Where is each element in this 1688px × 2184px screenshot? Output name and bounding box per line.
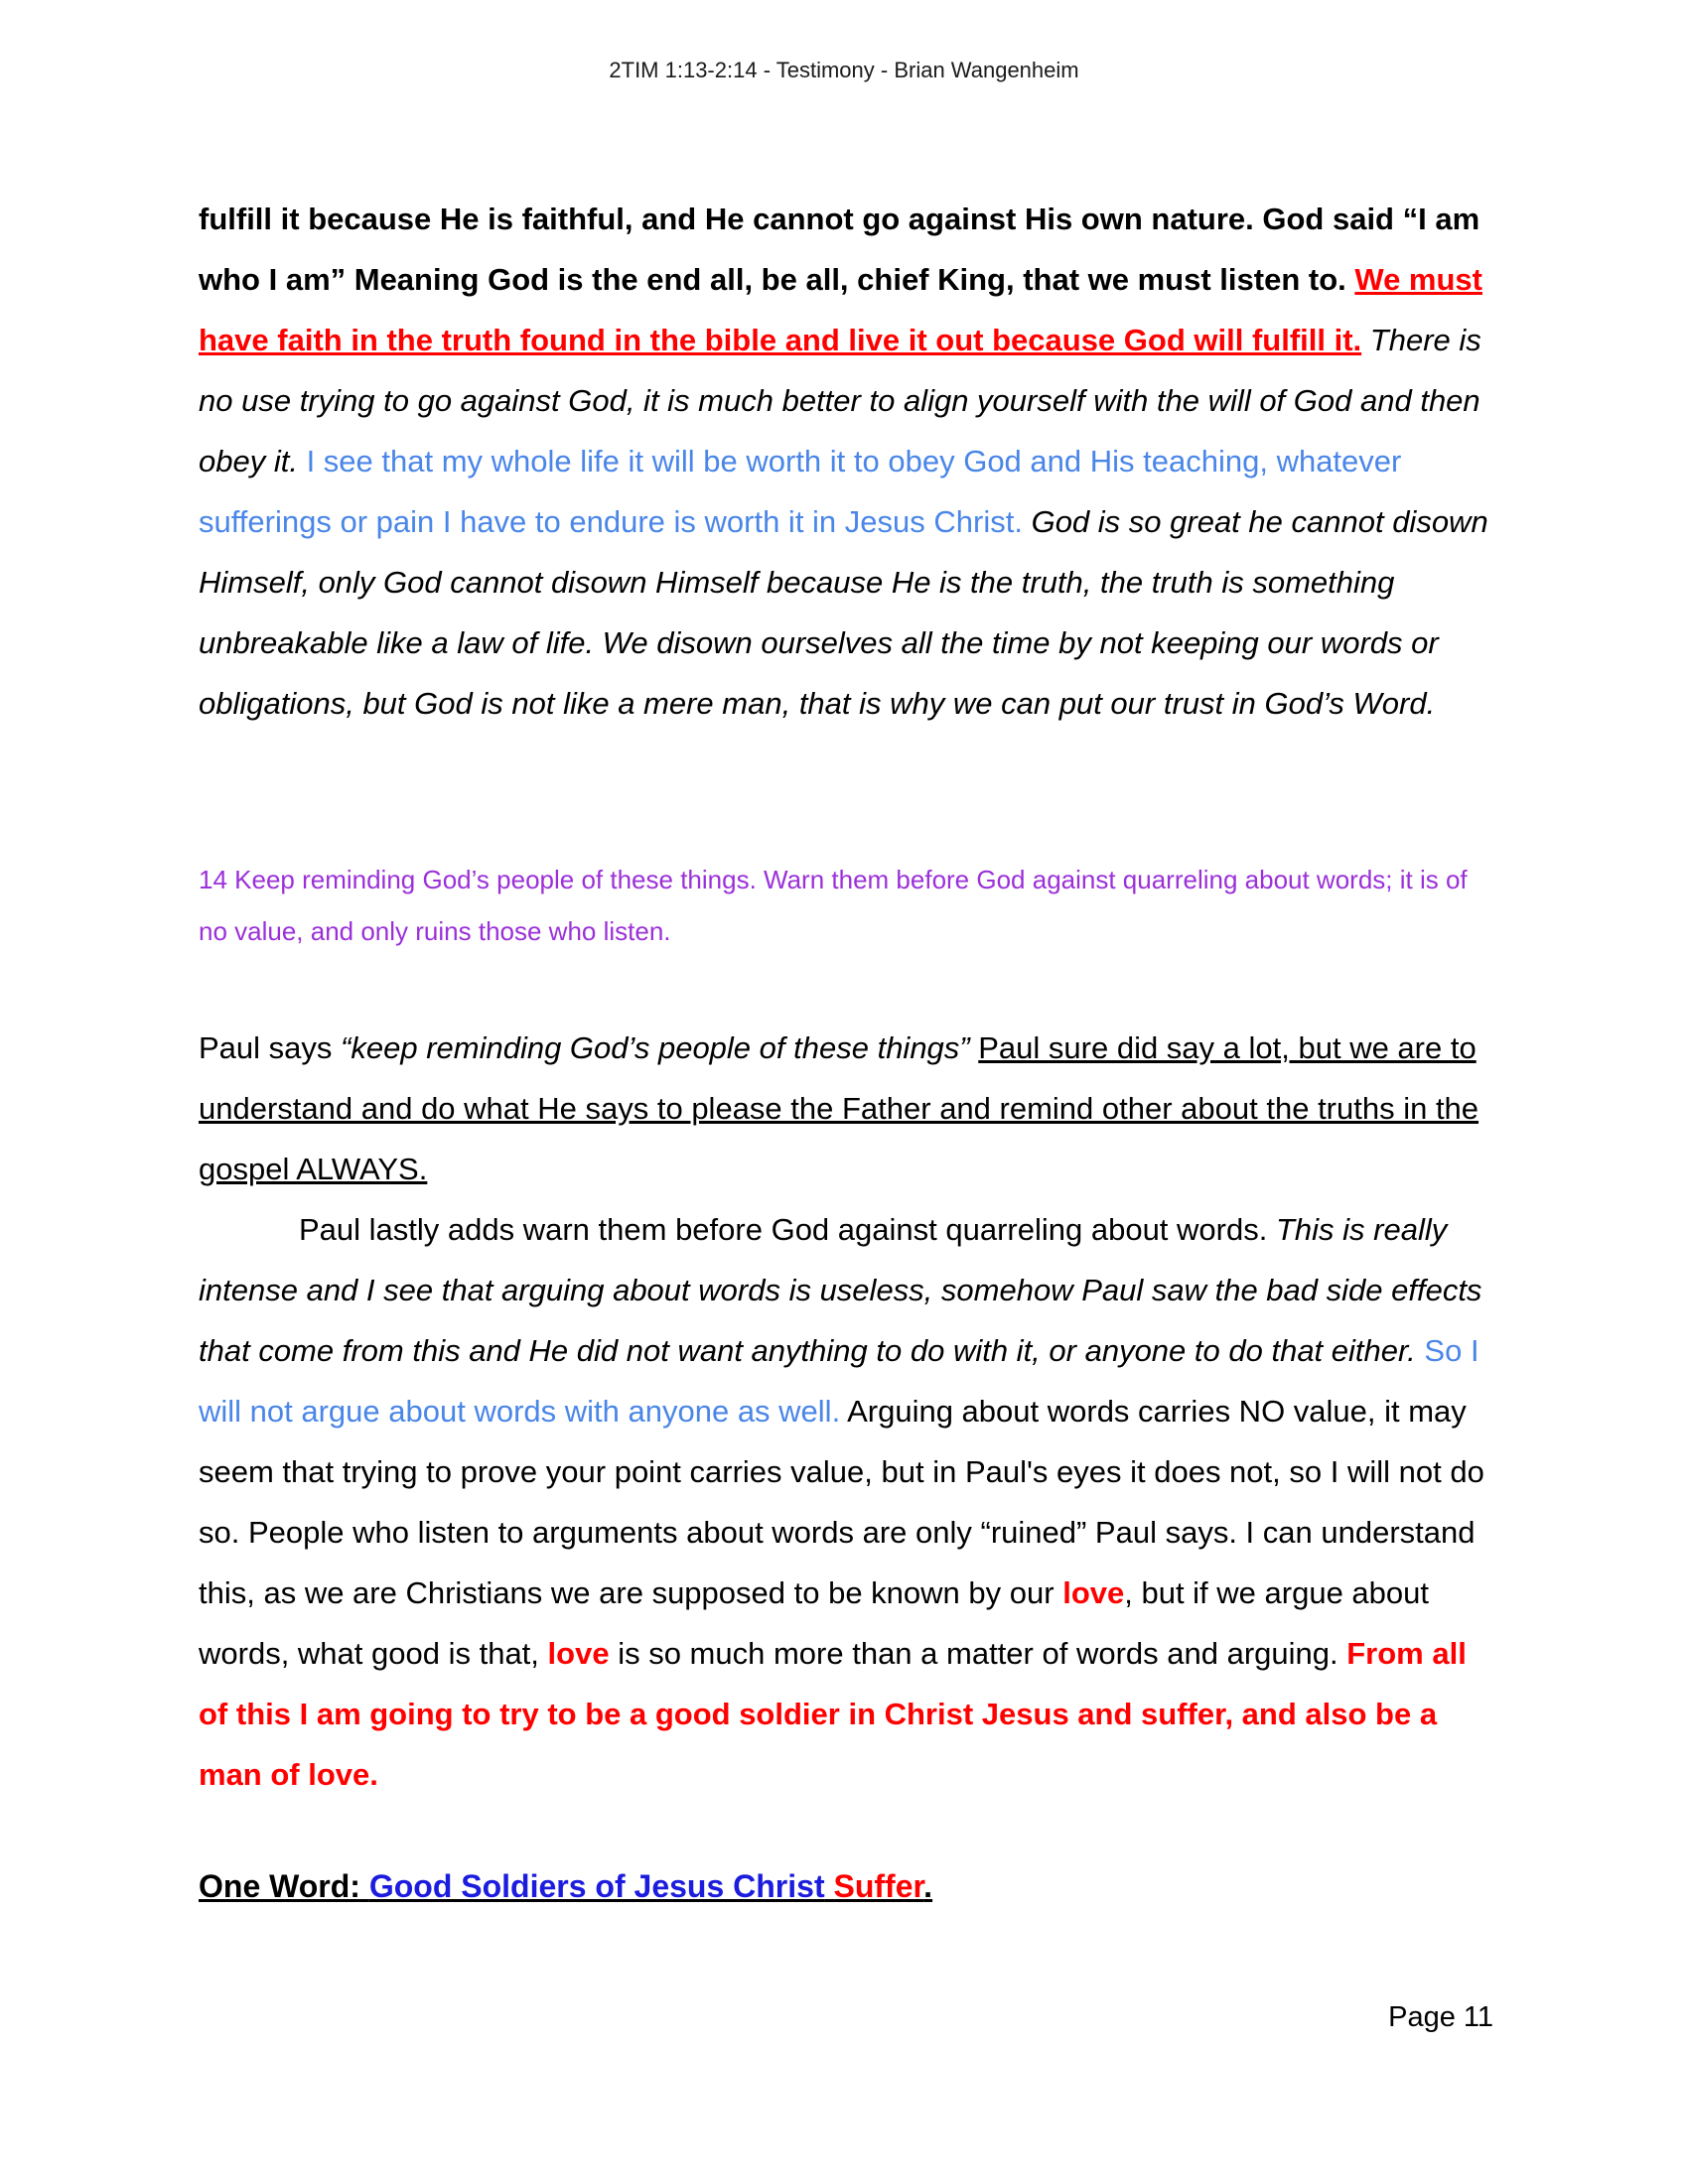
paragraph-reminding <box>199 1018 1499 1199</box>
one-word-summary <box>199 1856 932 1917</box>
italic-sentence: God is so great he cannot disown Himself, only God cannot disown Himself because He is the truth, the truth is something unbreakable like a law of life. We disown ourselves all the time by not keeping our words or obligations, but God is not like a mere man, that is why we can put our trust in God’s Word. <box>199 504 1488 721</box>
page-header: 2TIM 1:13-2:14 - Testimony - Brian Wangenheim <box>609 58 1079 82</box>
plain-text: Paul says <box>199 1030 333 1065</box>
love-word: love <box>1062 1575 1125 1610</box>
underlined-text: Paul sure did say a lot, but we are to understand and do what He says to please the Father and remind other about the truths in the gospel ALWAYS. <box>199 1030 1479 1186</box>
italic-sentence: There is no use trying to go against God, it is much better to align yourself with the will of God and then obey it. <box>199 323 1481 478</box>
one-word-label: One Word: <box>199 1868 360 1904</box>
plain-text: is so much more than a matter of words and arguing. <box>618 1636 1338 1671</box>
blue-sentence: So I will not argue about words with anyone as well. <box>199 1333 1479 1429</box>
plain-text: , but if we argue about words, what good is that, <box>199 1575 1429 1671</box>
highlight-red-sentence: We must have faith in the truth found in the bible and live it out because God will fulfill it. <box>199 262 1482 357</box>
paragraph-faithfulness <box>199 189 1499 734</box>
one-word-blue: Good Soldiers of Jesus Christ <box>368 1868 825 1904</box>
scripture-verse: 14 Keep reminding God’s people of these things. Warn them before God against quarreling about words; it is of no value, and only ruins those who listen. <box>199 865 1468 946</box>
love-word: love <box>547 1636 610 1671</box>
plain-text: Paul lastly adds warn them before God against quarreling about words. <box>299 1212 1268 1247</box>
conclusion-sentence: From all of this I am going to try to be a good soldier in Christ Jesus and suffer, and also be a man of love. <box>199 1636 1467 1792</box>
blue-sentence: I see that my whole life it will be worth it to obey God and His teaching, whatever sufferings or pain I have to endure is worth it in Jesus Christ. <box>199 444 1402 539</box>
italic-sentence: This is really intense and I see that arguing about words is useless, somehow Paul saw the bad side effects that come from this and He did not want anything to do with it, or anyone to do that either. <box>199 1212 1482 1368</box>
page-number: Page 11 <box>1388 2001 1493 2033</box>
bold-sentence: fulfill it because He is faithful, and He cannot go against His own nature. God said “I am who I am” Meaning God is the end all, be all, chief King, that we must listen to. <box>199 202 1480 297</box>
quote-text: “keep reminding God’s people of these things” <box>341 1030 970 1065</box>
one-word-red: Suffer <box>833 1868 924 1904</box>
one-word-period: . <box>923 1868 933 1904</box>
paragraph-quarreling <box>199 1199 1499 1805</box>
plain-text: Arguing about words carries NO value, it may seem that trying to prove your point carries value, but in Paul's eyes it does not, so I will not do so. People who listen to arguments about words are only “ruined” Paul says. I can understand this, as we are Christians we are supposed to be known by our <box>199 1394 1484 1610</box>
